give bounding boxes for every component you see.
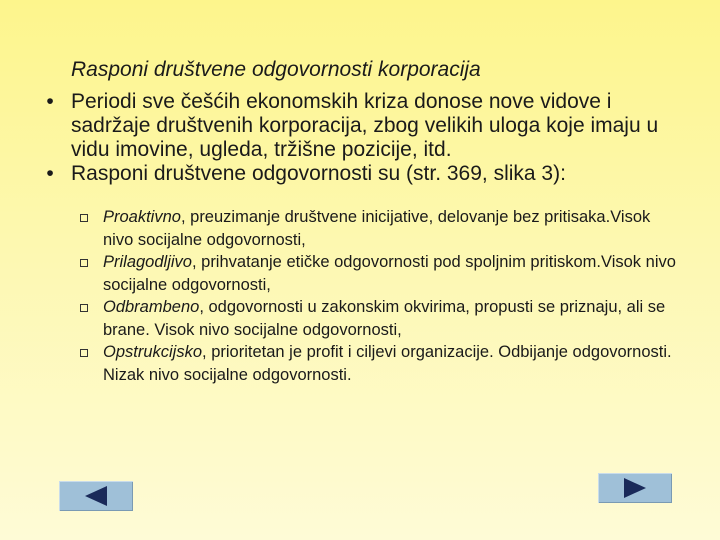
bullet-item (40, 90, 690, 162)
sub-term: Proaktivno (103, 208, 181, 226)
bullet-dot-icon: • (46, 162, 54, 185)
sub-text: , odgovornosti u zakonskim okvirima, propusti se priznaju, ali se brane. Visok nivo socijalne odgovornosti, (103, 298, 666, 339)
sub-bullet-list (80, 206, 680, 386)
sub-term: Opstrukcijsko (103, 343, 203, 361)
sub-term: Odbrambeno (103, 298, 200, 316)
sub-bullet-item (80, 206, 680, 251)
sub-bullet-item (80, 341, 680, 386)
arrow-left-icon (85, 486, 107, 506)
previous-slide-button[interactable] (59, 481, 133, 511)
sub-text: , prioritetan je profit i ciljevi organizacije. Odbijanje odgovornosti. Nizak nivo socijalne odgovornosti. (103, 343, 672, 384)
sub-term: Prilagodljivo (103, 253, 192, 271)
sub-bullet-item (80, 251, 680, 296)
bullet-text: Periodi sve češćih ekonomskih kriza donose nove vidove i sadržaje društvenih korporacija, zbog velikih uloga koje imaju u vidu imovine, ugleda, tržišne pozicije, itd. (71, 90, 659, 161)
bullet-dot-icon: • (46, 90, 54, 113)
square-bullet-icon (80, 349, 88, 357)
sub-text: , preuzimanje društvene inicijative, delovanje bez pritisaka.Visok nivo socijalne odgovornosti, (103, 208, 651, 249)
next-slide-button[interactable] (598, 473, 672, 503)
bullet-list (40, 90, 690, 186)
bullet-item (40, 162, 690, 186)
sub-text: , prihvatanje etičke odgovornosti pod spoljnim pritiskom.Visok nivo socijalne odgovornosti, (103, 253, 676, 294)
slide-title: Rasponi društvene odgovornosti korporacija (71, 58, 481, 81)
bullet-text: Rasponi društvene odgovornosti su (str. 369, slika 3): (71, 162, 566, 185)
square-bullet-icon (80, 214, 88, 222)
arrow-right-icon (624, 478, 646, 498)
square-bullet-icon (80, 259, 88, 267)
sub-bullet-item (80, 296, 680, 341)
square-bullet-icon (80, 304, 88, 312)
